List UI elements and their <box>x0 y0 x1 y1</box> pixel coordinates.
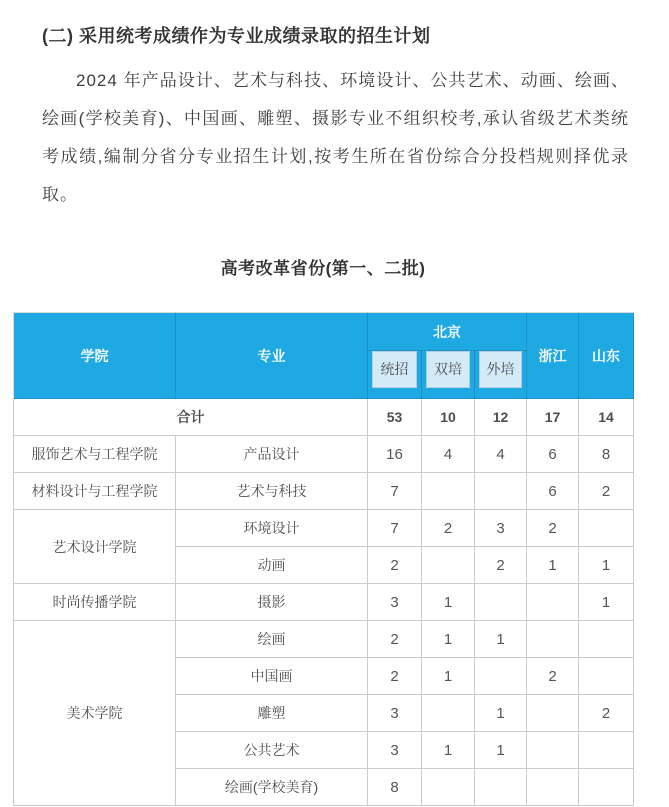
value-cell: 3 <box>368 732 422 769</box>
value-cell <box>422 473 475 510</box>
intro-section <box>0 0 669 214</box>
value-cell <box>422 547 475 584</box>
total-value: 17 <box>527 399 579 436</box>
value-cell: 4 <box>475 436 527 473</box>
value-cell: 1 <box>527 547 579 584</box>
value-cell: 1 <box>422 584 475 621</box>
value-cell: 6 <box>527 436 579 473</box>
value-cell: 2 <box>527 510 579 547</box>
total-value: 53 <box>368 399 422 436</box>
value-cell: 3 <box>368 584 422 621</box>
table-row <box>14 436 634 473</box>
value-cell: 1 <box>579 547 634 584</box>
total-value: 10 <box>422 399 475 436</box>
major-cell: 绘画 <box>176 621 368 658</box>
value-cell <box>527 584 579 621</box>
major-cell: 环境设计 <box>176 510 368 547</box>
value-cell: 1 <box>422 658 475 695</box>
value-cell: 2 <box>527 658 579 695</box>
header-zhejiang: 浙江 <box>527 313 579 399</box>
table-row <box>14 473 634 510</box>
value-cell: 1 <box>579 584 634 621</box>
total-row <box>14 399 634 436</box>
value-cell: 8 <box>368 769 422 806</box>
college-cell: 服饰艺术与工程学院 <box>14 436 176 473</box>
value-cell: 2 <box>368 621 422 658</box>
table-row <box>14 584 634 621</box>
total-value: 12 <box>475 399 527 436</box>
value-cell <box>475 473 527 510</box>
major-cell: 中国画 <box>176 658 368 695</box>
header-college: 学院 <box>14 313 176 399</box>
value-cell: 3 <box>475 510 527 547</box>
header-row-1 <box>14 313 634 351</box>
value-cell: 2 <box>579 695 634 732</box>
table-row <box>14 621 634 658</box>
value-cell <box>579 510 634 547</box>
value-cell: 2 <box>368 658 422 695</box>
major-cell: 雕塑 <box>176 695 368 732</box>
subheader-box: 统招 <box>372 351 417 388</box>
value-cell: 1 <box>422 732 475 769</box>
value-cell: 3 <box>368 695 422 732</box>
major-cell: 艺术与科技 <box>176 473 368 510</box>
table-row <box>14 510 634 547</box>
total-value: 14 <box>579 399 634 436</box>
value-cell <box>475 584 527 621</box>
value-cell <box>579 769 634 806</box>
value-cell <box>475 769 527 806</box>
value-cell: 1 <box>475 695 527 732</box>
value-cell: 16 <box>368 436 422 473</box>
value-cell <box>422 695 475 732</box>
header-beijing-shuangpei <box>422 351 475 399</box>
subheader-box: 双培 <box>426 351 470 388</box>
header-major: 专业 <box>176 313 368 399</box>
value-cell: 1 <box>475 732 527 769</box>
header-shandong: 山东 <box>579 313 634 399</box>
value-cell: 2 <box>579 473 634 510</box>
major-cell: 动画 <box>176 547 368 584</box>
enrollment-plan-table <box>13 312 634 806</box>
major-cell: 产品设计 <box>176 436 368 473</box>
value-cell: 7 <box>368 510 422 547</box>
total-label: 合计 <box>14 399 368 436</box>
section-heading: (二) 采用统考成绩作为专业成绩录取的招生计划 <box>42 26 431 46</box>
major-cell: 公共艺术 <box>176 732 368 769</box>
value-cell <box>579 658 634 695</box>
value-cell: 4 <box>422 436 475 473</box>
value-cell <box>527 732 579 769</box>
college-cell: 美术学院 <box>14 621 176 806</box>
table-area <box>13 254 633 806</box>
value-cell <box>527 695 579 732</box>
college-cell: 时尚传播学院 <box>14 584 176 621</box>
value-cell <box>527 621 579 658</box>
value-cell: 8 <box>579 436 634 473</box>
value-cell: 6 <box>527 473 579 510</box>
value-cell <box>475 658 527 695</box>
major-cell: 绘画(学校美育) <box>176 769 368 806</box>
value-cell <box>422 769 475 806</box>
value-cell <box>527 769 579 806</box>
header-beijing-group: 北京 <box>368 313 527 351</box>
value-cell <box>579 732 634 769</box>
value-cell: 1 <box>475 621 527 658</box>
table-title: 高考改革省份(第一、二批) <box>220 259 426 278</box>
header-beijing-tongzhao <box>368 351 422 399</box>
header-beijing-waipei <box>475 351 527 399</box>
value-cell: 2 <box>368 547 422 584</box>
value-cell: 2 <box>422 510 475 547</box>
major-cell: 摄影 <box>176 584 368 621</box>
value-cell <box>579 621 634 658</box>
intro-paragraph: 2024 年产品设计、艺术与科技、环境设计、公共艺术、动画、绘画、绘画(学校美育)、中国画、雕塑、摄影专业不组织校考,承认省级艺术类统考成绩,编制分省分专业招生计划,按考生所在省份综合分投档规则择优录取。 <box>42 71 629 204</box>
value-cell: 7 <box>368 473 422 510</box>
college-cell: 材料设计与工程学院 <box>14 473 176 510</box>
college-cell: 艺术设计学院 <box>14 510 176 584</box>
subheader-box: 外培 <box>479 351 522 388</box>
value-cell: 1 <box>422 621 475 658</box>
value-cell: 2 <box>475 547 527 584</box>
